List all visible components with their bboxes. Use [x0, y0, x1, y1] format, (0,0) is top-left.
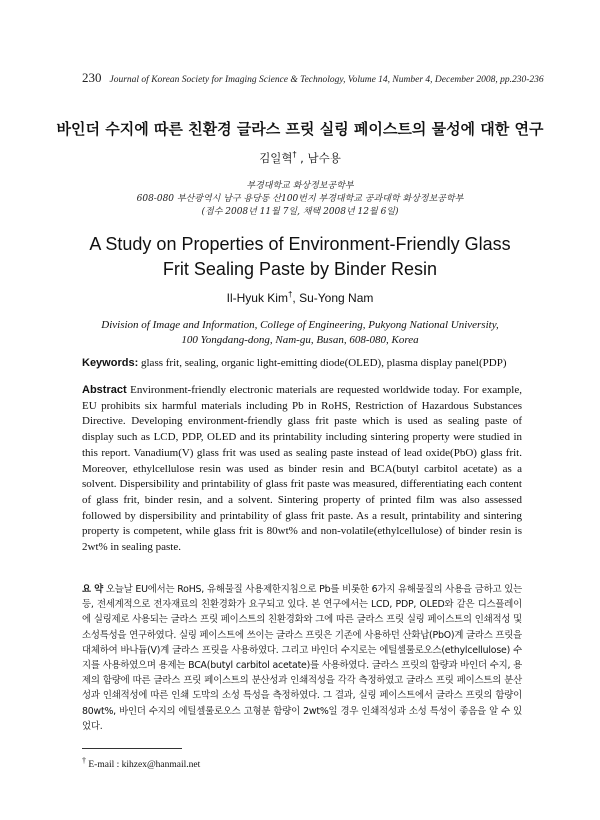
english-title — [0, 232, 600, 282]
korean-author-1: 김일혁 — [259, 151, 293, 165]
korean-abstract — [82, 582, 522, 734]
page-number: 230 — [82, 70, 102, 85]
korean-affiliation-line: 부경대학교 화상정보공학부 — [246, 181, 354, 191]
english-affiliation — [0, 318, 600, 348]
english-address-line: 100 Yongdang-dong, Nam-gu, Busan, 608-080, Korea — [181, 334, 419, 346]
corresponding-mark: † — [287, 290, 293, 299]
footnote-divider — [82, 748, 182, 749]
footnote-email: E-mail : kihzex@hanmail.net — [86, 760, 201, 771]
english-affiliation-line: Division of Image and Information, College of Engineering, Pukyong National University, — [101, 319, 499, 331]
english-authors — [0, 290, 600, 305]
footnote-mark: † — [82, 756, 86, 765]
footnote — [82, 756, 200, 770]
abstract-text: Environment-friendly electronic materials are requested worldwide today. For example, EU prohibits six harmful materials including Pb in RoHS, Restriction of Hazardous Substances Directive. Developing environment-friendly glass frit paste which is used as sealing paste of display such as LCD, PDP, OLED and its printability including sintering property were studied in this report. Vanadium(V) glass frit was used as sealing paste instead of lead oxide(PbO) glass frit. Moreover, ethylcellulose resin was used as binder resin and BCA(butyl carbitol acetate) as a solvent. Dispersibility and printability of glass frit paste was measured, differentiating each content of glass frit, binder resin, and a solvent. Sintering property of printed film was also assessed followed by dispersibility and printability of glass frit paste. As a result, printability and sintering property is competent, while glass frit is 80wt% and non-volatile(ethylcellulose) of binder resin is 2wt% in sealing paste. — [82, 384, 522, 554]
english-title-line: Frit Sealing Paste by Binder Resin — [162, 259, 438, 279]
korean-address-line: 608-080 부산광역시 남구 용당동 산100번지 부경대학교 공과대학 화상정보공학부 — [136, 194, 464, 204]
english-author-1: Il-Hyuk Kim — [226, 291, 288, 305]
author-separator: , — [296, 151, 308, 165]
korean-affiliation — [0, 180, 600, 219]
keywords-label: Keywords: — [82, 357, 139, 369]
korean-abstract-text: 오늘날 EU에서는 RoHS, 유해물질 사용제한지침으로 Pb를 비롯한 6가지 유해물질의 사용을 금하고 있는 등, 전세계적으로 전자재료의 친환경화가 요구되고 있다. 본 연구에서는 LCD, PDP, OLED와 같은 디스플레이에 실링제로 사용되는 글라스 프릿 페이스트의 친환경화와 그에 따른 글라스 프릿 실링 페이스트의 인쇄적성 및 소성특성을 연구하였다. 실링 페이스트에 쓰이는 글라스 프릿은 기존에 사용하던 산화납(PbO)계 글라스 프릿을 대체하여 바나듐(V)계 글라스 프릿을 사용하였다. 그리고 바인더 수지로는 에틸셀룰로오스(ethylcellulose) 수지를 사용하였으며 용제는 BCA(butyl carbitol acetate)를 사용하였다. 글라스 프릿의 함량과 바인더 수지, 용제의 함량에 따른 글라스 프릿 페이스트의 분산성과 인쇄적성을 각각 측정하였고 글라스 프릿 페이스트의 분산성과 인쇄적성에 따른 인쇄 도막의 소성 특성을 측정하였다. 그 결과, 실링 페이스트에서 글라스 프릿의 함량이 80wt%, 바인더 수지의 에틸셀룰로오스 고형분 함량이 2wt%일 경우 인쇄적성과 소성 특성이 좋음을 알 수 있었다. — [82, 584, 522, 732]
keywords-text: glass frit, sealing, organic light-emitting diode(OLED), plasma display panel(PDP) — [138, 357, 507, 369]
author-separator: , — [292, 291, 300, 305]
korean-author-2: 남수용 — [307, 151, 341, 165]
received-date: (접수 2008년 11월 7일, 채택 2008년 12월 6일) — [201, 207, 399, 217]
running-head — [82, 70, 544, 86]
korean-authors — [0, 150, 600, 166]
korean-abstract-label: 요 약 — [82, 584, 103, 595]
korean-title: 바인더 수지에 따른 친환경 글라스 프릿 실링 페이스트의 물성에 대한 연구 — [56, 120, 544, 138]
abstract-label: Abstract — [82, 384, 127, 396]
journal-citation: Journal of Korean Society for Imaging Science & Technology, Volume 14, Number 4, December 2008, pp.230-236 — [109, 75, 544, 85]
english-abstract — [82, 383, 522, 556]
corresponding-mark: † — [292, 150, 297, 160]
english-author-2: Su-Yong Nam — [299, 291, 374, 305]
english-title-line: A Study on Properties of Environment-Friendly Glass — [89, 234, 511, 254]
keywords — [82, 357, 522, 369]
